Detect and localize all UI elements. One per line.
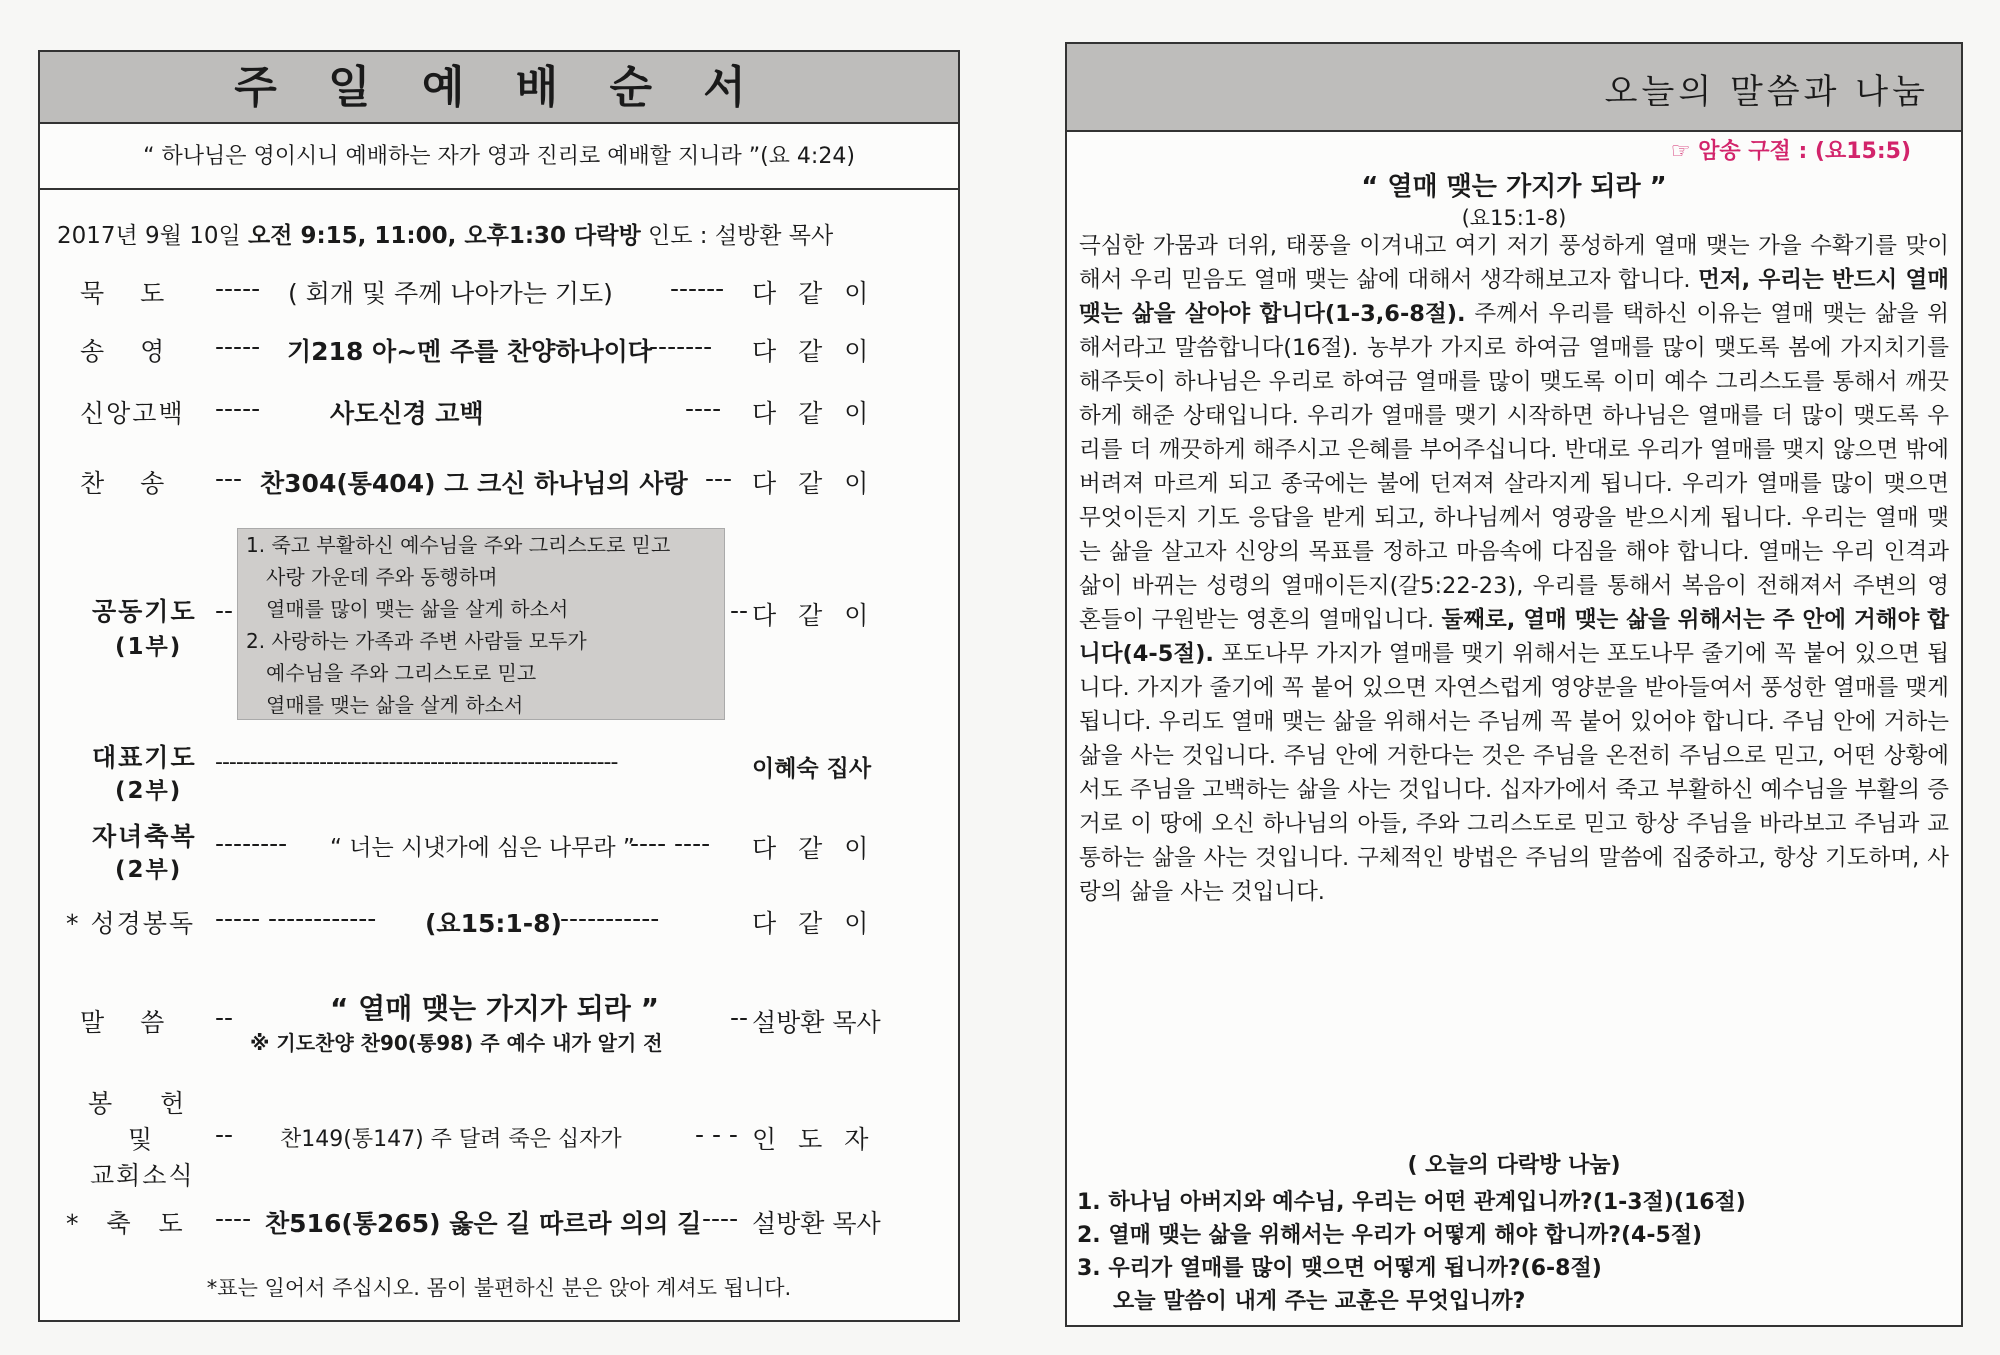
order-label: 찬 송 xyxy=(80,469,179,498)
order-dash: -- xyxy=(730,1003,749,1032)
order-dash: - - - xyxy=(695,1120,738,1149)
order-dash: ---- xyxy=(215,1204,252,1233)
discussion-question: 3. 우리가 열매를 많이 맺으면 어떻게 됩니까?(6-8절) xyxy=(1077,1256,1602,1281)
order-who: 다같이 xyxy=(752,399,891,428)
sermon-point: 둘째로, 열매 맺는 삶을 위해서는 주 안에 거해야 합니다(4-5절). xyxy=(1079,607,1949,667)
order-label: 공동기도 xyxy=(92,597,197,626)
order-who: 다같이 xyxy=(752,601,891,630)
order-label: * 성경봉독 xyxy=(66,909,196,938)
order-subtext: ※ 기도찬양 찬90(통98) 주 예수 내가 알기 전 xyxy=(250,1031,663,1055)
sermon-body xyxy=(1079,229,1949,909)
order-dash: -- xyxy=(215,1003,234,1032)
order-dash: ----- xyxy=(215,274,261,303)
order-text: “ 너는 시냇가에 심은 나무라 ” xyxy=(330,835,635,861)
order-label: 묵 도 xyxy=(80,279,179,308)
order-who: 다같이 xyxy=(752,337,891,366)
order-who: 설방환 목사 xyxy=(752,1209,881,1238)
order-label: 및 xyxy=(128,1125,155,1154)
service-date: 2017년 9월 10일 xyxy=(57,223,241,249)
order-sublabel: (2부) xyxy=(115,778,183,804)
sermon-point: 먼저, 우리는 반드시 열매 맺는 삶을 살아야 합니다(1-3,6-8절). xyxy=(1079,267,1949,327)
order-sublabel: (1부) xyxy=(115,634,183,660)
order-label: * 축 도 xyxy=(66,1209,193,1238)
worship-order-panel xyxy=(38,50,960,1322)
order-text: (요15:1-8) xyxy=(425,909,562,938)
discussion-questions xyxy=(1077,1186,1746,1318)
sermon-title: “ 열매 맺는 가지가 되라 ” xyxy=(1361,172,1667,202)
sermon-paragraph xyxy=(1079,229,1949,909)
order-label: 송 영 xyxy=(80,337,179,366)
order-sublabel: (2부) xyxy=(115,857,183,883)
order-who: 다같이 xyxy=(752,909,891,938)
sermon-panel-title: 오늘의 말씀과 나눔 xyxy=(1604,72,1929,112)
prayer-line: 예수님을 주와 그리스도로 믿고 xyxy=(266,661,537,685)
order-text: 이혜숙 집사 xyxy=(752,756,872,782)
order-text: ( 회개 및 주께 나아가는 기도) xyxy=(288,279,613,308)
service-leader: 인도 : 설방환 목사 xyxy=(648,223,834,249)
order-label: 봉 헌 xyxy=(88,1089,205,1118)
order-dash: -- xyxy=(730,596,749,625)
order-text: 찬149(통147) 주 달려 죽은 십자가 xyxy=(280,1127,622,1152)
discussion-question: 1. 하나님 아버지와 예수님, 우리는 어떤 관계입니까?(1-3절)(16절) xyxy=(1077,1190,1746,1215)
order-dash: ----------- xyxy=(560,904,660,933)
sermon-panel xyxy=(1065,42,1963,1327)
order-dash: --- xyxy=(705,464,733,493)
standing-footnote: *표는 일어서 주십시오. 몸이 불편하신 분은 앉아 계셔도 됩니다. xyxy=(206,1276,792,1300)
memory-verse: ☞ 암송 구절 : (요15:5) xyxy=(1670,139,1911,164)
order-dash: ---- xyxy=(702,1204,739,1233)
prayer-line: 열매를 맺는 삶을 살게 하소서 xyxy=(266,693,524,717)
order-who: 인도자 xyxy=(752,1125,891,1154)
order-dash: --- xyxy=(215,464,243,493)
order-dash: -------- xyxy=(215,829,288,858)
order-who: 설방환 목사 xyxy=(752,1008,881,1037)
discussion-question: 2. 열매 맺는 삶을 위해서는 우리가 어떻게 해야 합니까?(4-5절) xyxy=(1077,1223,1703,1248)
order-label: 교회소식 xyxy=(90,1161,195,1190)
order-label: 말 씀 xyxy=(80,1008,179,1037)
order-dash: -- xyxy=(215,596,234,625)
joint-prayer-box xyxy=(237,528,725,720)
service-date-line xyxy=(57,217,833,250)
order-text: 사도신경 고백 xyxy=(330,399,484,428)
prayer-line: 2. 사랑하는 가족과 주변 사람들 모두가 xyxy=(246,629,587,653)
order-dash: ----- xyxy=(215,332,261,361)
order-label: 대표기도 xyxy=(92,743,197,772)
order-dash: ----- xyxy=(215,394,261,423)
sermon-reference: (요15:1-8) xyxy=(1461,206,1567,230)
order-text: 찬516(통265) 옳은 길 따르라 의의 길 xyxy=(265,1209,702,1238)
order-text: 기218 아~멘 주를 찬양하나이다 xyxy=(287,337,652,366)
worship-order-title: 주 일 예 배 순 서 xyxy=(40,52,958,124)
order-who: 다같이 xyxy=(752,834,891,863)
sermon-title-bar xyxy=(1067,44,1961,132)
order-dash: ------ xyxy=(670,274,725,303)
order-who: 다같이 xyxy=(752,469,891,498)
order-label: 자녀축복 xyxy=(92,822,197,851)
discussion-title: ( 오늘의 다락방 나눔) xyxy=(1407,1153,1621,1178)
prayer-line: 열매를 많이 맺는 삶을 살게 하소서 xyxy=(266,597,569,621)
order-who: 다같이 xyxy=(752,279,891,308)
discussion-question: 오늘 말씀이 내게 주는 교훈은 무엇입니까? xyxy=(1113,1289,1526,1314)
order-dash: -- xyxy=(215,1120,234,1149)
theme-verse: “ 하나님은 영이시니 예배하는 자가 영과 진리로 예배할 지니라 ”(요 4:24) xyxy=(40,126,958,190)
sermon-text: 주께서 우리를 택하신 이유는 열매 맺는 삶을 위해서라고 말씀합니다(16절). 농부가 가지로 하여금 열매를 많이 맺도록 봄에 가지치기를 해주듯이 하나님은 우리로 하여금 열매를 많이 맺도록 이미 예수 그리스도를 통해서 깨끗하게 해준 상태입니다. 우리가 열매를 맺기 시작하면 하나님은 열매를 더 많이 맺도록 우리를 더 깨끗하게 해주시고 은혜를 부어주십니다. 반대로 우리가 열매를 맺지 않으면 밖에 버려져 마르게 되고 종국에는 불에 던져져 살라지게 됩니다. 우리가 열매를 많이 맺으면 무엇이든지 기도 응답을 받게 되고, 하나님께서 영광을 받으시게 됩니다. 우리는 열매 맺는 삶을 살고자 신앙의 목표를 정하고 마음속에 다짐을 해야 합니다. 열매는 우리 인격과 삶이 바뀌는 성령의 열매이든지(갈5:22-23), 우리를 통해서 복음이 전해져서 주변의 영혼들이 구원받는 영혼의 열매입니다. xyxy=(1079,301,1949,633)
prayer-line: 사랑 가운데 주와 동행하며 xyxy=(266,565,498,589)
order-dash: ---------------------------------------------------------- xyxy=(215,750,618,775)
order-dash: ---- xyxy=(685,394,722,423)
order-label: 신앙고백 xyxy=(80,399,185,428)
order-text: 찬304(통404) 그 크신 하나님의 사랑 xyxy=(260,469,688,498)
order-text: “ 열매 맺는 가지가 되라 ” xyxy=(330,992,659,1025)
order-dash: ----- ------------ xyxy=(215,904,377,933)
order-dash: -------- xyxy=(640,332,713,361)
service-times: 오전 9:15, 11:00, 오후1:30 다락방 xyxy=(248,223,641,249)
prayer-line: 1. 죽고 부활하신 예수님을 주와 그리스도로 믿고 xyxy=(246,533,671,557)
sermon-text: 극심한 가뭄과 더위, 태풍을 이겨내고 여기 저기 풍성하게 열매 맺는 가을 수확기를 맞이해서 우리 믿음도 열매 맺는 삶에 대해서 생각해보고자 합니다. xyxy=(1079,233,1949,293)
sermon-text: 포도나무 가지가 열매를 맺기 위해서는 포도나무 줄기에 꼭 붙어 있으면 됩니다. 가지가 줄기에 꼭 붙어 있으면 자연스럽게 영양분을 받아들여서 풍성한 열매를 맺게 됩니다. 우리도 열매 맺는 삶을 위해서는 주님께 꼭 붙어 있어야 합니다. 주님 안에 거하는 삶을 사는 것입니다. 주님 안에 거한다는 것은 주님을 온전히 주님으로 믿고, 어떤 상황에서도 주님을 고백하는 삶을 사는 것입니다. 십자가에서 죽고 부활하신 예수님을 부활의 증거로 이 땅에 오신 하나님의 아들, 주와 그리스도로 믿고 항상 주님을 바라보고 주님과 교통하는 삶을 사는 것입니다. 구체적인 방법은 주님의 말씀에 집중하고, 항상 기도하며, 사랑의 삶을 사는 것입니다. xyxy=(1079,641,1949,905)
order-dash: ---- ---- xyxy=(630,829,711,858)
